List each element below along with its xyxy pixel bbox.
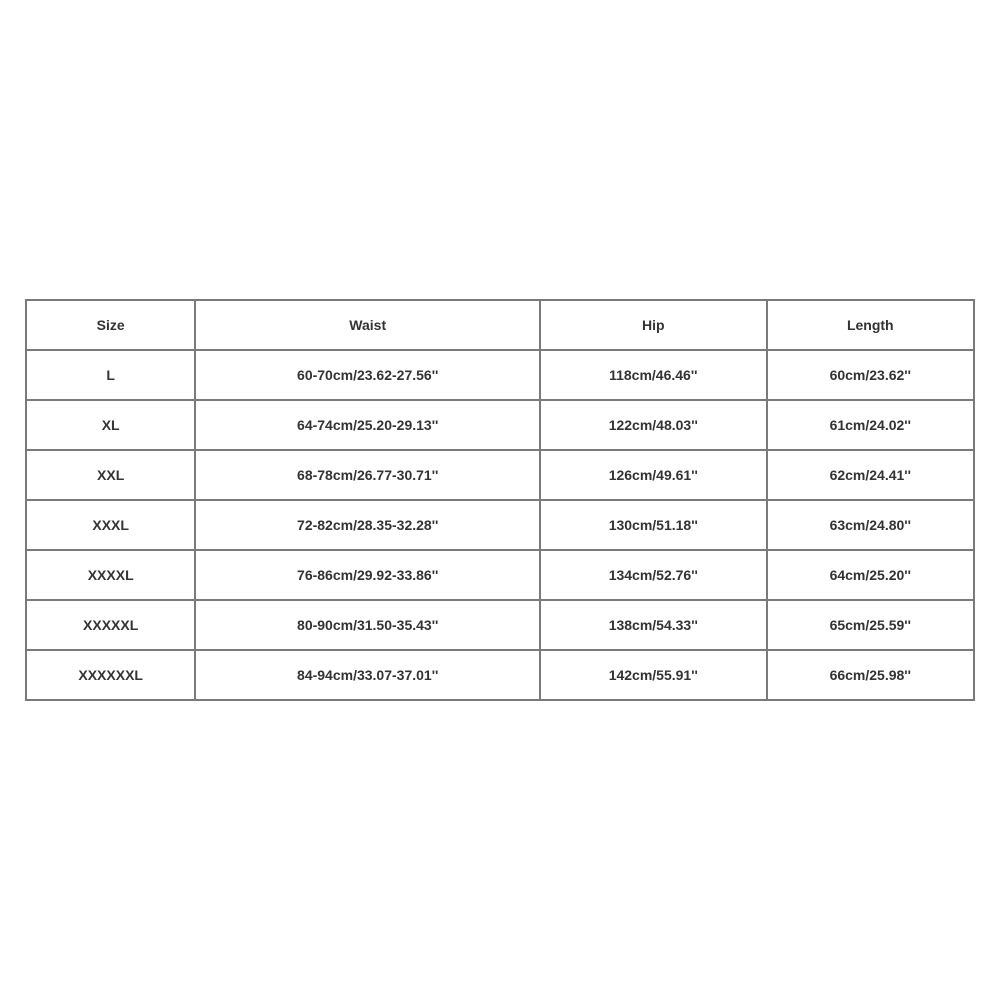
hip-cell: 134cm/52.76'' — [540, 550, 766, 600]
length-cell: 64cm/25.20'' — [767, 550, 974, 600]
size-chart-table — [25, 299, 975, 701]
length-cell: 62cm/24.41'' — [767, 450, 974, 500]
size-cell: XXXXL — [26, 550, 195, 600]
header-hip: Hip — [540, 300, 766, 350]
header-size: Size — [26, 300, 195, 350]
waist-cell: 64-74cm/25.20-29.13'' — [195, 400, 540, 450]
table-row — [26, 600, 974, 650]
length-cell: 61cm/24.02'' — [767, 400, 974, 450]
hip-cell: 118cm/46.46'' — [540, 350, 766, 400]
hip-cell: 130cm/51.18'' — [540, 500, 766, 550]
hip-cell: 122cm/48.03'' — [540, 400, 766, 450]
size-cell: XL — [26, 400, 195, 450]
waist-cell: 80-90cm/31.50-35.43'' — [195, 600, 540, 650]
hip-cell: 142cm/55.91'' — [540, 650, 766, 700]
table-row — [26, 400, 974, 450]
size-cell: L — [26, 350, 195, 400]
hip-cell: 138cm/54.33'' — [540, 600, 766, 650]
waist-cell: 68-78cm/26.77-30.71'' — [195, 450, 540, 500]
size-cell: XXXXXXL — [26, 650, 195, 700]
waist-cell: 72-82cm/28.35-32.28'' — [195, 500, 540, 550]
size-cell: XXXL — [26, 500, 195, 550]
table-row — [26, 550, 974, 600]
waist-cell: 60-70cm/23.62-27.56'' — [195, 350, 540, 400]
size-cell: XXL — [26, 450, 195, 500]
length-cell: 65cm/25.59'' — [767, 600, 974, 650]
waist-cell: 84-94cm/33.07-37.01'' — [195, 650, 540, 700]
length-cell: 60cm/23.62'' — [767, 350, 974, 400]
hip-cell: 126cm/49.61'' — [540, 450, 766, 500]
waist-cell: 76-86cm/29.92-33.86'' — [195, 550, 540, 600]
length-cell: 63cm/24.80'' — [767, 500, 974, 550]
header-length: Length — [767, 300, 974, 350]
table-row — [26, 350, 974, 400]
table-row — [26, 650, 974, 700]
table-row — [26, 450, 974, 500]
table-row — [26, 500, 974, 550]
length-cell: 66cm/25.98'' — [767, 650, 974, 700]
header-waist: Waist — [195, 300, 540, 350]
header-row — [26, 300, 974, 350]
size-cell: XXXXXL — [26, 600, 195, 650]
